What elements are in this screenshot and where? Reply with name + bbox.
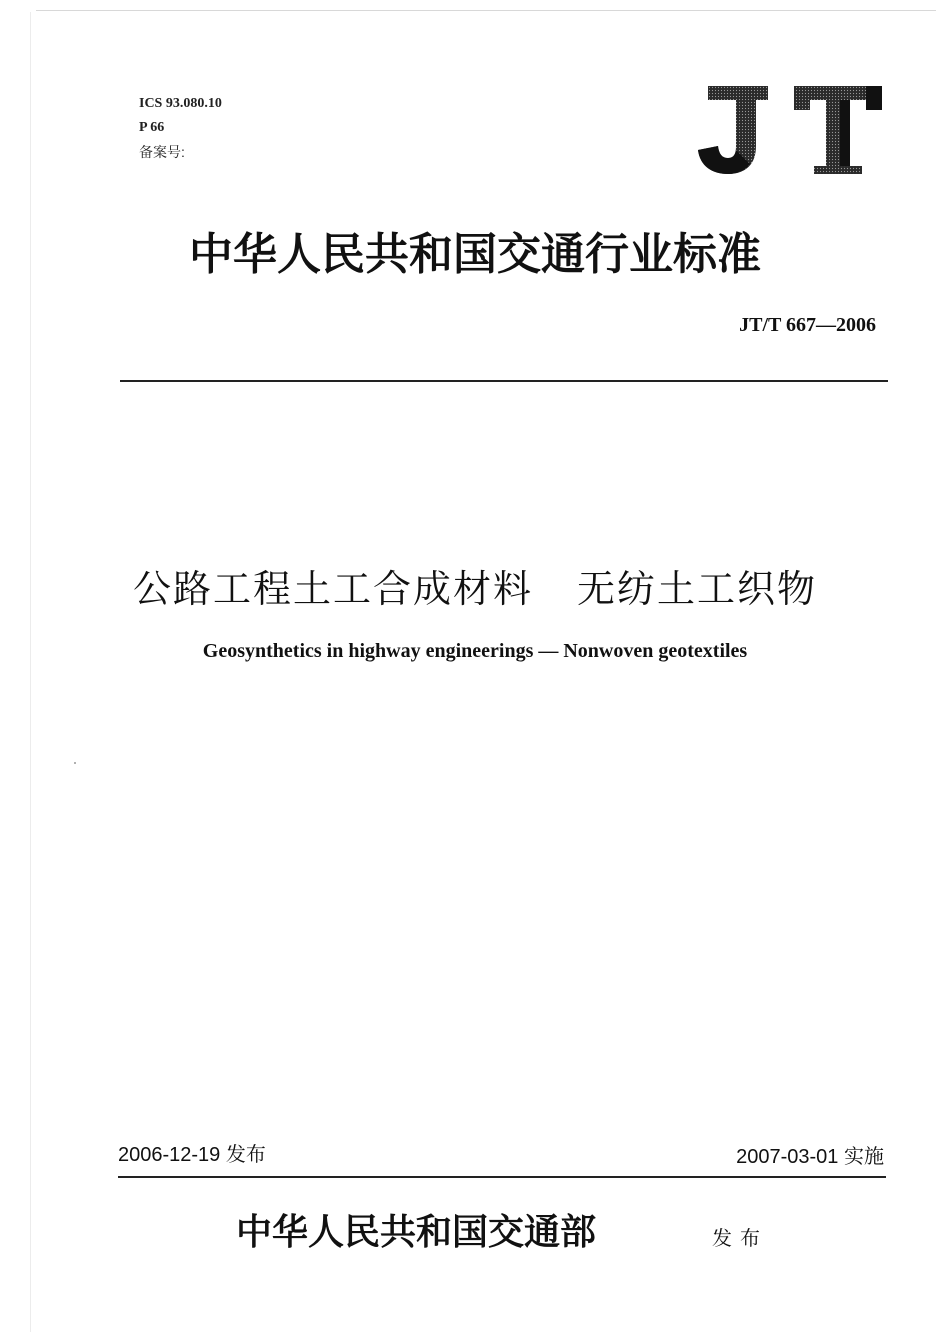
scan-edge xyxy=(36,10,936,11)
publish-label: 发布 xyxy=(712,1226,768,1250)
effective-date: 2007-03-01 实施 xyxy=(736,1146,884,1168)
issue-date: 2006-12-19 发布 xyxy=(118,1144,266,1166)
document-title-cn xyxy=(0,558,950,613)
divider-top xyxy=(120,380,888,382)
title-cn-part1: 公路工程土工合成材料 xyxy=(132,567,533,611)
scan-edge xyxy=(30,12,31,1332)
classification-block xyxy=(139,92,222,164)
jt-logo xyxy=(690,80,890,180)
industry-standard-title: 中华人民共和国交通行业标准 xyxy=(189,229,761,280)
p-code: P 66 xyxy=(139,120,165,135)
publisher-name: 中华人民共和国交通部 xyxy=(236,1211,597,1253)
ics-code: ICS 93.080.10 xyxy=(139,96,222,111)
document-title-en: Geosynthetics in highway engineerings — Nonwoven geotextiles xyxy=(202,640,748,662)
standard-code: JT/T 667—2006 xyxy=(739,314,876,336)
title-cn-part2: 无纺土工织物 xyxy=(577,567,818,611)
divider-bottom xyxy=(118,1176,886,1178)
scan-speck xyxy=(74,762,76,764)
filing-number-label: 备案号: xyxy=(139,144,185,160)
